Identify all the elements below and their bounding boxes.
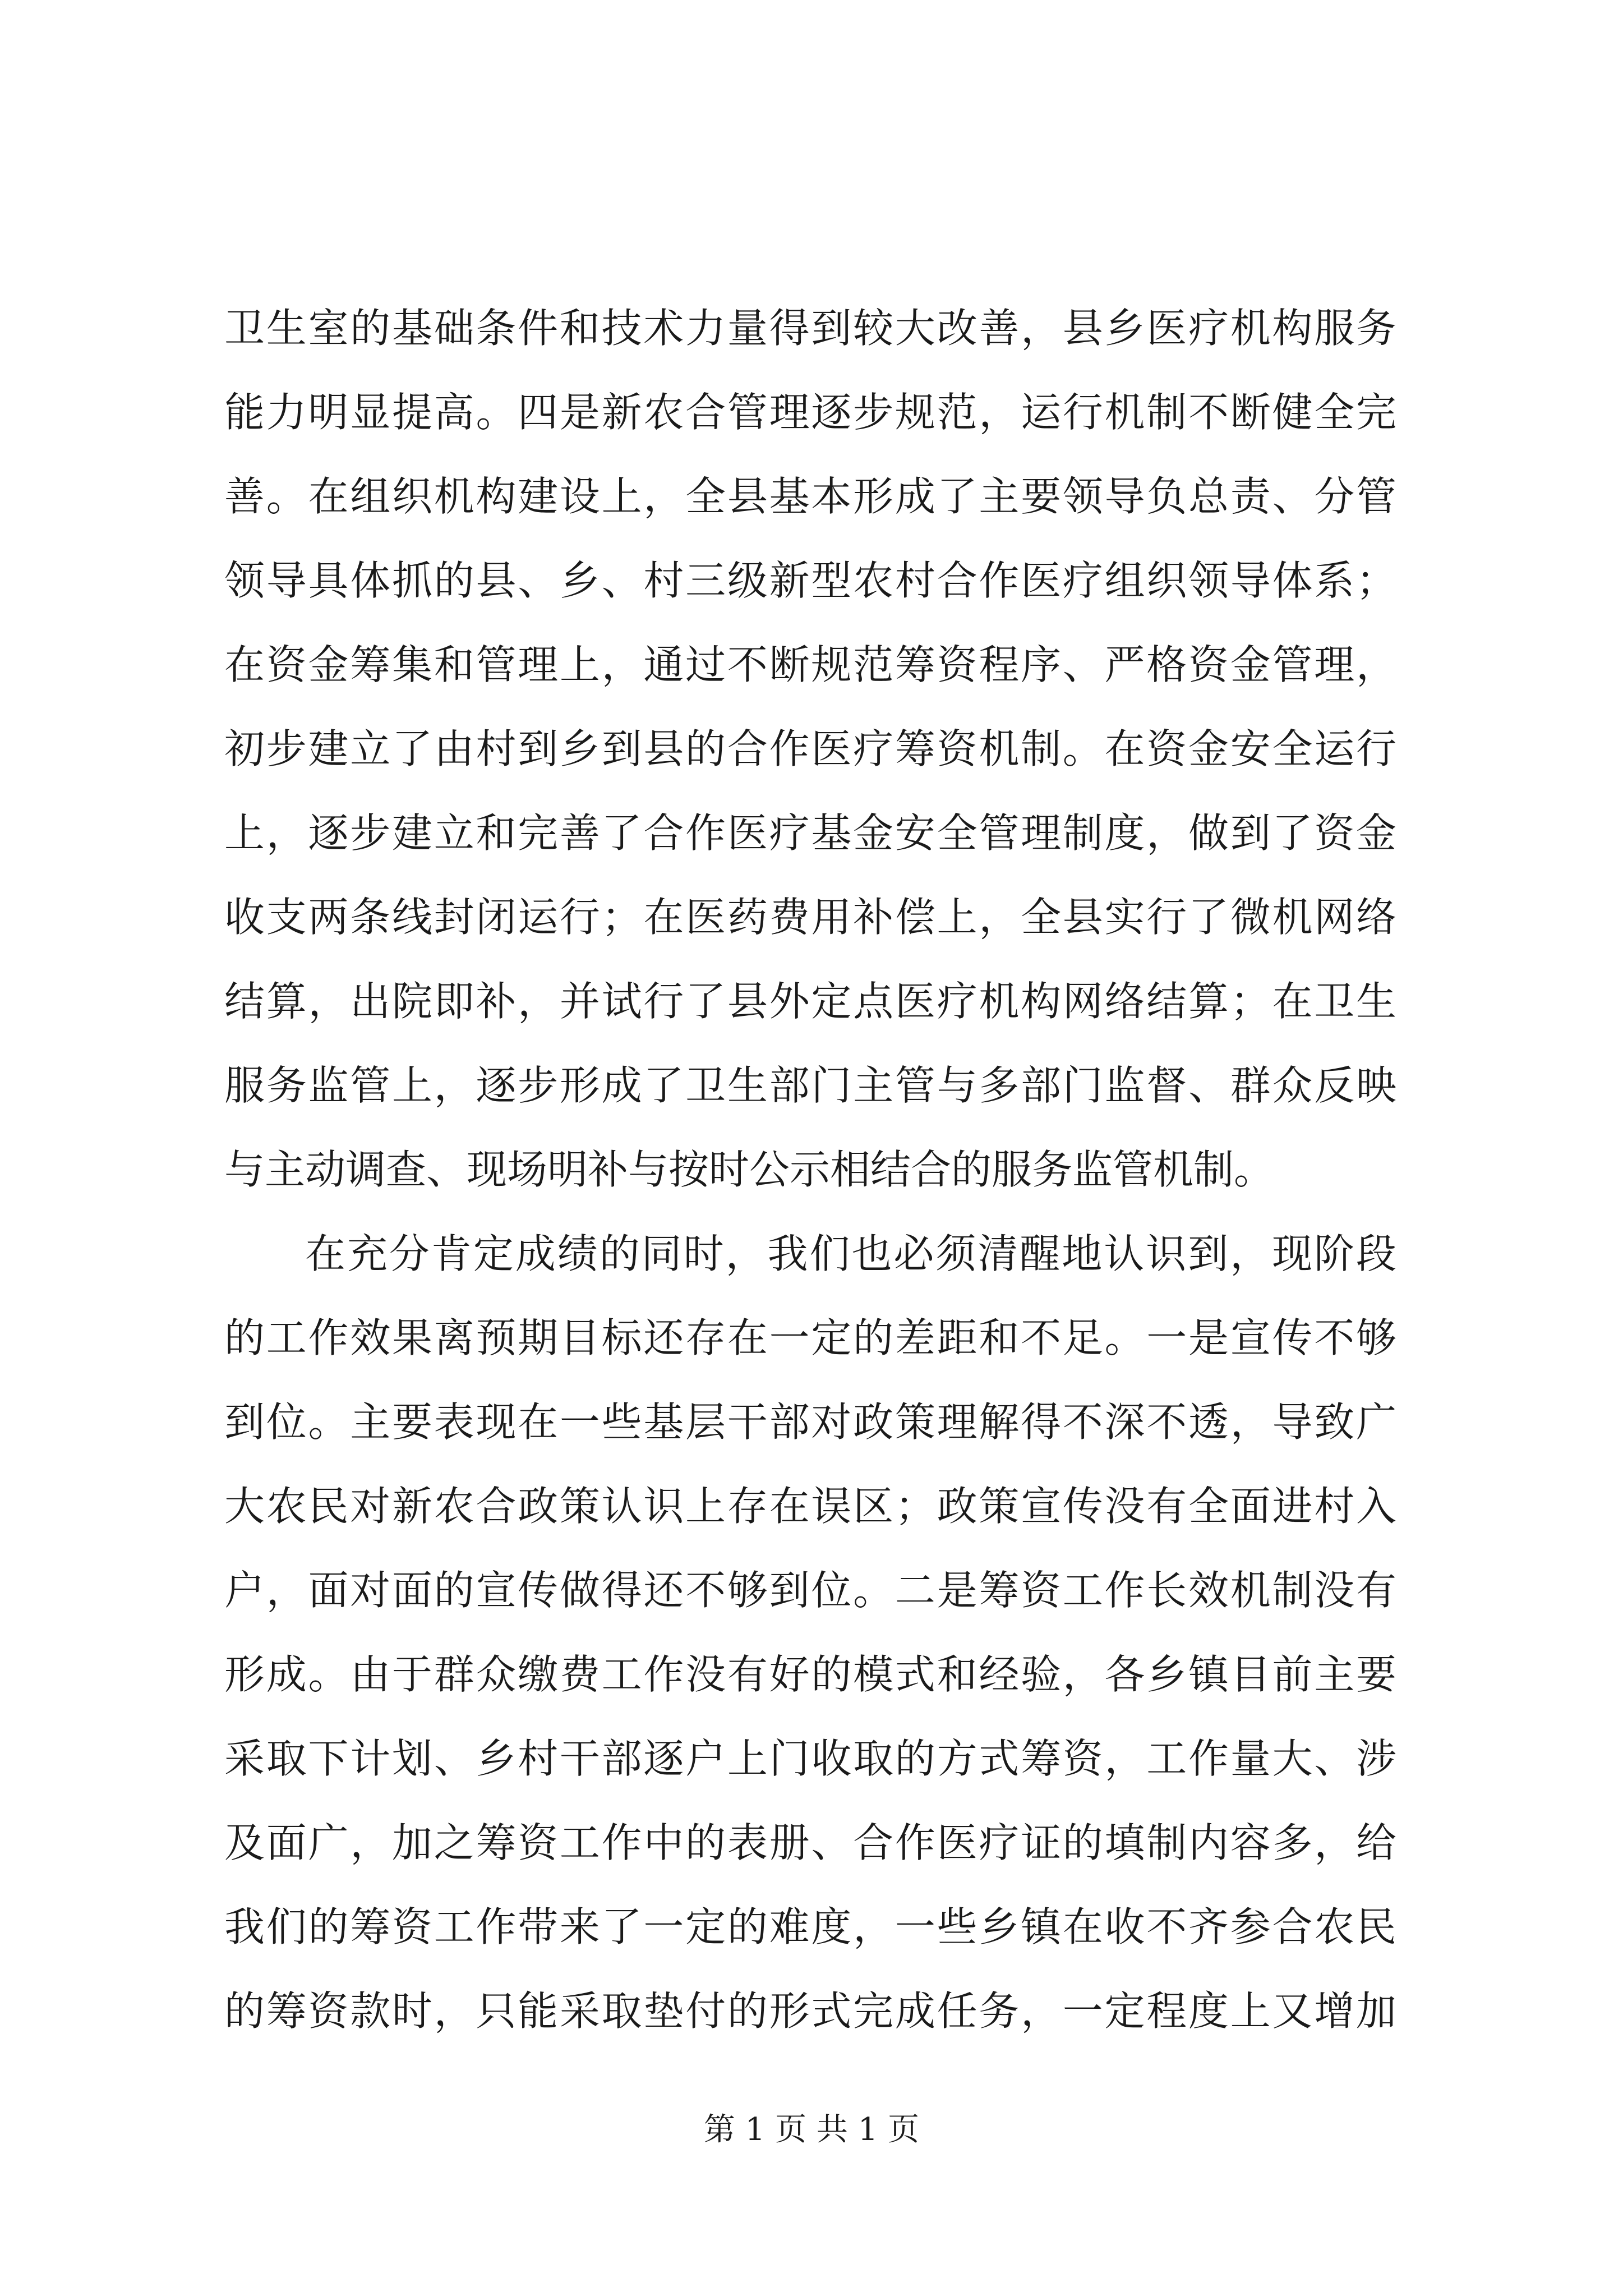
text-line: 形成。由于群众缴费工作没有好的模式和经验，各乡镇目前主要 [224, 1651, 1396, 1698]
paragraph-2 [224, 1212, 1396, 2053]
text-line: 收支两条线封闭运行；在医药费用补偿上，全县实行了微机网络 [224, 894, 1396, 941]
text-line: 的工作效果离预期目标还存在一定的差距和不足。一是宣传不够 [224, 1314, 1396, 1361]
text-line: 及面广，加之筹资工作中的表册、合作医疗证的填制内容多，给 [224, 1819, 1396, 1866]
text-line: 户，面对面的宣传做得还不够到位。二是筹资工作长效机制没有 [224, 1567, 1396, 1614]
text-line: 在充分肯定成绩的同时，我们也必须清醒地认识到，现阶段 [305, 1230, 1396, 1277]
text-line: 在资金筹集和管理上，通过不断规范筹资程序、严格资金管理， [224, 641, 1396, 688]
text-line: 善。在组织机构建设上，全县基本形成了主要领导负总责、分管 [224, 473, 1396, 520]
text-line: 大农民对新农合政策认识上存在误区；政策宣传没有全面进村入 [224, 1483, 1396, 1530]
text-line: 卫生室的基础条件和技术力量得到较大改善，县乡医疗机构服务 [224, 305, 1396, 352]
text-line: 上，逐步建立和完善了合作医疗基金安全管理制度，做到了资金 [224, 809, 1396, 857]
text-line: 能力明显提高。四是新农合管理逐步规范，运行机制不断健全完 [224, 389, 1396, 436]
text-line: 领导具体抓的县、乡、村三级新型农村合作医疗组织领导体系； [224, 557, 1396, 604]
text-line: 初步建立了由村到乡到县的合作医疗筹资机制。在资金安全运行 [224, 725, 1396, 772]
paragraph-1 [224, 286, 1396, 1212]
text-line: 到位。主要表现在一些基层干部对政策理解得不深不透，导致广 [224, 1398, 1396, 1446]
text-line: 服务监管上，逐步形成了卫生部门主管与多部门监督、群众反映 [224, 1062, 1396, 1109]
text-line: 我们的筹资工作带来了一定的难度，一些乡镇在收不齐参合农民 [224, 1903, 1396, 1950]
page-number: 第 1 页 共 1 页 [703, 2111, 920, 2148]
text-line: 与主动调查、现场明补与按时公示相结合的服务监管机制。 [224, 1146, 1275, 1193]
text-line: 结算，出院即补，并试行了县外定点医疗机构网络结算；在卫生 [224, 978, 1396, 1025]
text-line: 的筹资款时，只能采取垫付的形式完成任务，一定程度上又增加 [224, 1987, 1396, 2035]
document-body [224, 286, 1396, 2053]
page-footer [0, 2110, 1623, 2150]
text-line: 采取下计划、乡村干部逐户上门收取的方式筹资，工作量大、涉 [224, 1735, 1396, 1782]
